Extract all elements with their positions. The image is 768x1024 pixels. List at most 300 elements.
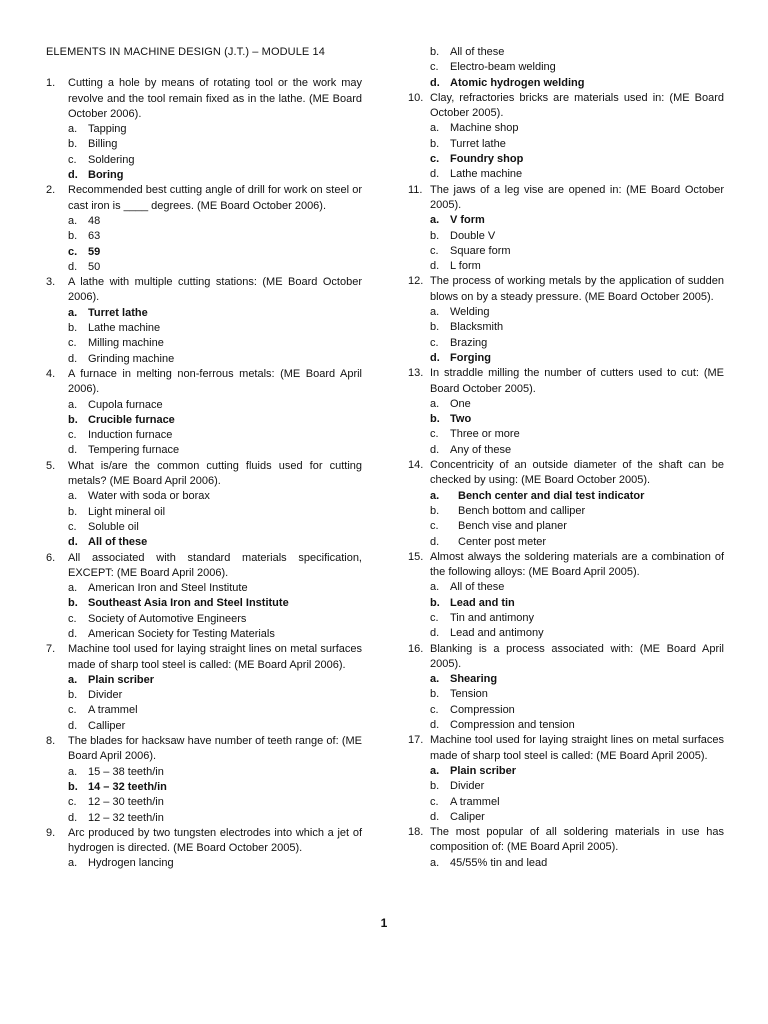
choice-letter: b.	[68, 780, 78, 793]
choice-text: 14 – 32 teeth/in	[88, 780, 167, 793]
answer-choice	[430, 397, 724, 412]
right-column	[408, 0, 724, 871]
choice-text: 12 – 32 teeth/in	[88, 811, 164, 824]
choice-text: Lathe machine	[450, 168, 523, 181]
choice-text: Three or more	[450, 428, 520, 441]
choice-text: Compression and tension	[450, 719, 575, 732]
answer-choice	[430, 60, 724, 75]
choice-letter: c.	[430, 428, 439, 441]
left-column	[46, 0, 362, 872]
question-stem	[408, 642, 724, 673]
answer-choice	[430, 336, 724, 351]
question-number: 10.	[408, 91, 424, 104]
choice-text: All of these	[450, 46, 505, 58]
choice-letter: a.	[430, 397, 440, 410]
choice-text: A trammel	[88, 704, 138, 717]
choice-letter: a.	[68, 398, 78, 411]
choice-letter: a.	[68, 306, 78, 319]
choice-letter: d.	[68, 811, 78, 824]
question-text: Machine tool used for laying straight lines on metal surfaces made of sharp tool steel is called: (ME Board April 2006).	[68, 643, 362, 671]
choice-text: Blacksmith	[450, 321, 504, 334]
answer-choice-correct	[430, 489, 724, 504]
choice-letter: b.	[430, 596, 440, 609]
answer-choice-correct	[68, 245, 362, 260]
question-item	[408, 825, 724, 871]
choice-letter: a.	[68, 857, 78, 870]
choice-letter: c.	[430, 336, 439, 349]
question-stem	[408, 183, 724, 214]
answer-choice-correct	[68, 306, 362, 321]
answer-choice	[430, 167, 724, 182]
answer-choice-correct	[68, 413, 362, 428]
choice-letter: c.	[430, 61, 439, 74]
question-item	[46, 183, 362, 275]
choice-text: Crucible furnace	[88, 413, 175, 426]
question-stem	[408, 825, 724, 856]
answer-choice-correct	[430, 596, 724, 611]
question-stem	[46, 459, 362, 490]
choice-text: 50	[88, 260, 101, 273]
answer-choice-correct	[430, 213, 724, 228]
answer-choice	[68, 214, 362, 229]
answer-choice	[68, 581, 362, 596]
choice-letter: a.	[430, 856, 440, 869]
choice-letter: d.	[430, 627, 440, 640]
choice-list	[408, 489, 724, 550]
choice-text: Society of Automotive Engineers	[88, 612, 247, 625]
choice-text: Bench center and dial test indicator	[458, 489, 645, 502]
choice-text: Induction furnace	[88, 429, 173, 442]
choice-letter: c.	[68, 153, 77, 166]
choice-letter: c.	[68, 429, 77, 442]
answer-choice	[430, 320, 724, 335]
question-number: 11.	[408, 183, 423, 196]
choice-letter: d.	[68, 719, 78, 732]
question-number: 13.	[408, 367, 424, 380]
choice-text: American Society for Testing Materials	[88, 627, 275, 640]
question-text: The most popular of all soldering materials in use has composition of: (ME Board April 2005).	[430, 826, 724, 854]
answer-choice-correct	[68, 596, 362, 611]
question-stem	[408, 274, 724, 305]
question-stem	[46, 551, 362, 582]
question-item	[408, 458, 724, 550]
answer-choice	[430, 856, 724, 871]
question-item	[408, 733, 724, 825]
choice-text: Calliper	[88, 719, 126, 732]
choice-text: Hydrogen lancing	[88, 857, 174, 870]
choice-text: 59	[88, 245, 101, 258]
question-stem	[46, 826, 362, 857]
choice-letter: b.	[68, 597, 78, 610]
choice-letter: b.	[430, 780, 440, 793]
choice-text: Caliper	[450, 810, 485, 823]
choice-text: Brazing	[450, 336, 488, 349]
choice-letter: b.	[430, 413, 440, 426]
choice-letter: d.	[430, 260, 440, 273]
choice-text: 15 – 38 teeth/in	[88, 765, 164, 778]
question-stem	[46, 367, 362, 398]
choice-letter: b.	[430, 504, 440, 517]
left-question-list	[46, 76, 362, 871]
choice-text: Plain scriber	[88, 673, 155, 686]
answer-choice	[68, 260, 362, 275]
answer-choice	[68, 398, 362, 413]
choice-letter: c.	[68, 520, 77, 533]
choice-letter: a.	[430, 489, 440, 502]
answer-choice	[430, 611, 724, 626]
choice-letter: a.	[430, 581, 440, 594]
choice-list	[408, 856, 724, 871]
choice-text: Machine shop	[450, 122, 519, 135]
choice-letter: c.	[430, 153, 440, 166]
choice-letter: b.	[68, 413, 78, 426]
question-item	[46, 76, 362, 183]
question-text: Blanking is a process associated with: (ME Board April 2005).	[430, 642, 724, 670]
answer-choice-correct	[68, 780, 362, 795]
choice-text: Any of these	[450, 443, 512, 456]
question-text: The blades for hacksaw have number of teeth range of: (ME Board April 2006).	[68, 735, 362, 763]
answer-choice	[68, 137, 362, 152]
choice-list	[408, 305, 724, 366]
question-text: Almost always the soldering materials are a combination of the following alloys: (ME Board April 2005).	[430, 550, 724, 579]
question-stem	[408, 366, 724, 397]
choice-letter: d.	[430, 168, 440, 181]
answer-choice	[430, 244, 724, 259]
answer-choice	[430, 687, 724, 702]
choice-letter: b.	[68, 689, 78, 702]
choice-letter: c.	[68, 612, 77, 625]
choice-text: American Iron and Steel Institute	[88, 582, 248, 595]
question-number: 5.	[46, 459, 56, 472]
choice-list	[46, 673, 362, 734]
answer-choice-correct	[68, 535, 362, 550]
choice-text: Center post meter	[458, 535, 547, 548]
question-number: 2.	[46, 184, 56, 197]
choice-letter: b.	[68, 138, 78, 151]
choice-text: Turret lathe	[450, 137, 506, 150]
choice-letter: d.	[430, 719, 440, 732]
question-text: The process of working metals by the application of sudden blows on by a steady pressure. (ME Board October 2005).	[430, 275, 724, 303]
answer-choice	[68, 122, 362, 137]
question-item	[46, 826, 362, 872]
choice-text: 45/55% tin and lead	[450, 856, 548, 869]
answer-choice-correct	[430, 76, 724, 91]
answer-choice	[68, 428, 362, 443]
answer-choice	[430, 580, 724, 595]
question-text: Concentricity of an outside diameter of the shaft can be checked by using: (ME Board October 2005).	[430, 459, 724, 487]
choice-letter: c.	[430, 703, 439, 716]
choice-letter: d.	[430, 76, 440, 89]
choice-letter: a.	[68, 582, 78, 595]
question-text: Machine tool used for laying straight lines on metal surfaces made of sharp tool steel is called: (ME Board April 2005).	[430, 734, 724, 762]
question-9-continued-choices	[408, 45, 724, 91]
question-number: 12.	[408, 275, 424, 288]
question-text: What is/are the common cutting fluids used for cutting metals? (ME Board April 2006).	[68, 459, 362, 488]
answer-choice	[430, 229, 724, 244]
choice-letter: a.	[430, 673, 440, 686]
choice-list	[46, 306, 362, 367]
answer-choice	[430, 718, 724, 733]
question-text: Recommended best cutting angle of drill for work on steel or cast iron is ____ degrees. (ME Board October 2006).	[68, 184, 362, 212]
answer-choice	[68, 795, 362, 810]
answer-choice	[430, 504, 724, 519]
answer-choice	[68, 321, 362, 336]
choice-list	[408, 397, 724, 458]
answer-choice	[68, 627, 362, 642]
choice-letter: d.	[68, 627, 78, 640]
answer-choice	[68, 703, 362, 718]
choice-letter: a.	[68, 673, 78, 686]
answer-choice	[430, 45, 724, 60]
choice-list	[46, 398, 362, 459]
choice-text: Tin and antimony	[450, 611, 534, 624]
choice-text: 63	[88, 230, 101, 243]
question-stem	[408, 733, 724, 764]
choice-letter: b.	[430, 46, 440, 58]
choice-text: Atomic hydrogen welding	[450, 76, 585, 89]
choice-text: Plain scriber	[450, 764, 517, 777]
question-number: 15.	[408, 550, 424, 563]
document-title: ELEMENTS IN MACHINE DESIGN (J.T.) – MODULE 14	[46, 46, 325, 58]
choice-text: Lathe machine	[88, 322, 161, 335]
answer-choice	[68, 352, 362, 367]
answer-choice	[68, 520, 362, 535]
answer-choice	[430, 810, 724, 825]
choice-letter: c.	[68, 337, 77, 350]
choice-text: 48	[88, 214, 101, 227]
choice-letter: c.	[430, 244, 439, 257]
answer-choice	[430, 259, 724, 274]
choice-text: Boring	[88, 169, 124, 182]
choice-letter: d.	[430, 810, 440, 823]
choice-text: Square form	[450, 244, 511, 257]
choice-text: Cupola furnace	[88, 398, 163, 411]
choice-text: Light mineral oil	[88, 505, 166, 518]
choice-text: Shearing	[450, 673, 498, 686]
question-item	[46, 367, 362, 459]
choice-letter: b.	[430, 321, 440, 334]
choice-letter: d.	[68, 444, 78, 457]
question-text: Cutting a hole by means of rotating tool or the work may revolve and the tool remain fixed as in the lathe. (ME Board October 2006).	[68, 77, 362, 120]
choice-text: Bench bottom and calliper	[458, 504, 586, 517]
question-number: 4.	[46, 367, 56, 380]
choice-letter: b.	[68, 505, 78, 518]
choice-letter: c.	[430, 520, 439, 533]
question-item	[46, 275, 362, 367]
answer-choice	[68, 688, 362, 703]
choice-text: Lead and tin	[450, 596, 515, 609]
question-item	[408, 183, 724, 275]
answer-choice	[430, 305, 724, 320]
question-number: 16.	[408, 642, 424, 655]
answer-choice	[430, 703, 724, 718]
choice-letter: a.	[68, 123, 78, 136]
choice-text: One	[450, 397, 471, 410]
choice-letter: a.	[68, 765, 78, 778]
answer-choice	[68, 489, 362, 504]
question-number: 7.	[46, 643, 56, 656]
choice-list	[408, 764, 724, 825]
choice-letter: a.	[430, 122, 440, 135]
choice-text: L form	[450, 260, 481, 273]
question-text: Arc produced by two tungsten electrodes into which a jet of hydrogen is directed. (ME Board October 2005).	[68, 826, 362, 855]
answer-choice-correct	[430, 152, 724, 167]
question-item	[46, 642, 362, 734]
choice-list	[46, 856, 362, 871]
choice-letter: a.	[68, 214, 78, 227]
choice-letter: d.	[68, 352, 78, 365]
question-number: 3.	[46, 276, 56, 289]
choice-list	[46, 122, 362, 183]
choice-text: Electro-beam welding	[450, 61, 556, 74]
choice-text: Divider	[450, 780, 485, 793]
choice-text: V form	[450, 214, 485, 227]
choice-letter: c.	[430, 611, 439, 624]
choice-letter: c.	[68, 796, 77, 809]
answer-choice	[430, 443, 724, 458]
answer-choice	[68, 153, 362, 168]
question-item	[408, 366, 724, 458]
question-stem	[46, 642, 362, 673]
question-text: All associated with standard materials specification, EXCEPT: (ME Board April 2006).	[68, 551, 362, 579]
question-number: 14.	[408, 459, 424, 472]
choice-letter: a.	[430, 306, 440, 319]
choice-text: Tapping	[88, 123, 127, 136]
choice-letter: d.	[430, 443, 440, 456]
answer-choice-correct	[430, 764, 724, 779]
choice-text: Billing	[88, 138, 118, 151]
question-item	[46, 734, 362, 826]
choice-list	[46, 581, 362, 642]
question-item	[408, 642, 724, 734]
choice-text: 12 – 30 teeth/in	[88, 796, 164, 809]
choice-text: Forging	[450, 351, 491, 364]
answer-choice	[68, 612, 362, 627]
choice-text: Welding	[450, 306, 490, 319]
choice-text: Tension	[450, 688, 488, 701]
question-item	[408, 274, 724, 366]
answer-choice	[430, 535, 724, 550]
answer-choice-correct	[430, 351, 724, 366]
question-item	[408, 550, 724, 642]
answer-choice	[68, 811, 362, 826]
choice-list	[408, 121, 724, 182]
choice-letter: c.	[68, 245, 78, 258]
choice-text: Double V	[450, 229, 496, 242]
choice-text: Foundry shop	[450, 153, 524, 166]
question-stem	[46, 275, 362, 306]
question-text: Clay, refractories bricks are materials used in: (ME Board October 2005).	[430, 91, 724, 120]
choice-letter: b.	[430, 137, 440, 150]
question-number: 17.	[408, 734, 424, 747]
choice-text: Bench vise and planer	[458, 520, 567, 533]
question-stem	[46, 76, 362, 122]
answer-choice-correct	[68, 168, 362, 183]
choice-letter: c.	[430, 795, 439, 808]
question-stem	[408, 458, 724, 489]
choice-text: All of these	[88, 536, 148, 549]
choice-letter: a.	[430, 214, 440, 227]
choice-letter: b.	[68, 322, 78, 335]
question-number: 1.	[46, 77, 56, 90]
answer-choice	[430, 137, 724, 152]
choice-letter: a.	[68, 490, 78, 503]
page-number: 1	[380, 916, 388, 930]
choice-list	[408, 213, 724, 274]
choice-text: Milling machine	[88, 337, 164, 350]
choice-text: Lead and antimony	[450, 627, 544, 640]
choice-text: A trammel	[450, 795, 500, 808]
question-number: 6.	[46, 551, 56, 564]
answer-choice	[68, 443, 362, 458]
question-number: 9.	[46, 826, 56, 839]
answer-choice	[68, 229, 362, 244]
question-text: In straddle milling the number of cutters used to cut: (ME Board October 2005).	[430, 367, 724, 395]
answer-choice	[430, 427, 724, 442]
question-stem	[46, 183, 362, 214]
answer-choice	[430, 121, 724, 136]
choice-letter: d.	[430, 535, 440, 548]
choice-letter: c.	[68, 704, 77, 717]
choice-list	[46, 214, 362, 275]
choice-text: Southeast Asia Iron and Steel Institute	[88, 597, 289, 610]
choice-text: Compression	[450, 703, 515, 716]
question-item	[46, 551, 362, 643]
choice-text: Water with soda or borax	[88, 490, 210, 503]
answer-choice	[430, 795, 724, 810]
answer-choice	[68, 856, 362, 871]
choice-letter: a.	[430, 764, 440, 777]
choice-text: Soluble oil	[88, 520, 139, 533]
question-stem	[46, 734, 362, 765]
choice-text: Two	[450, 413, 472, 426]
question-text: A lathe with multiple cutting stations: (ME Board October 2006).	[68, 276, 362, 304]
answer-choice	[430, 519, 724, 534]
choice-text: Grinding machine	[88, 352, 175, 365]
choice-list	[408, 580, 724, 641]
choice-letter: b.	[430, 688, 440, 701]
question-number: 18.	[408, 826, 424, 839]
choice-letter: b.	[68, 230, 78, 243]
question-item	[408, 91, 724, 183]
choice-letter: d.	[68, 536, 78, 549]
choice-letter: b.	[430, 229, 440, 242]
choice-text: Divider	[88, 689, 123, 702]
answer-choice-correct	[68, 673, 362, 688]
choice-letter: d.	[68, 169, 78, 182]
answer-choice	[68, 505, 362, 520]
choice-text: Tempering furnace	[88, 444, 180, 457]
choice-list	[46, 489, 362, 550]
choice-text: Turret lathe	[88, 306, 148, 319]
answer-choice	[68, 765, 362, 780]
question-stem	[408, 91, 724, 122]
choice-list	[408, 672, 724, 733]
answer-choice	[430, 626, 724, 641]
answer-choice-correct	[430, 672, 724, 687]
question-text: A furnace in melting non-ferrous metals: (ME Board April 2006).	[68, 367, 362, 396]
question-item	[46, 459, 362, 551]
choice-letter: d.	[430, 351, 440, 364]
answer-choice	[68, 336, 362, 351]
choice-letter: d.	[68, 260, 78, 273]
question-text: The jaws of a leg vise are opened in: (ME Board October 2005).	[430, 183, 724, 211]
answer-choice	[430, 779, 724, 794]
question-stem	[408, 550, 724, 581]
right-question-list	[408, 91, 724, 871]
choice-text: All of these	[450, 581, 505, 594]
answer-choice	[68, 719, 362, 734]
